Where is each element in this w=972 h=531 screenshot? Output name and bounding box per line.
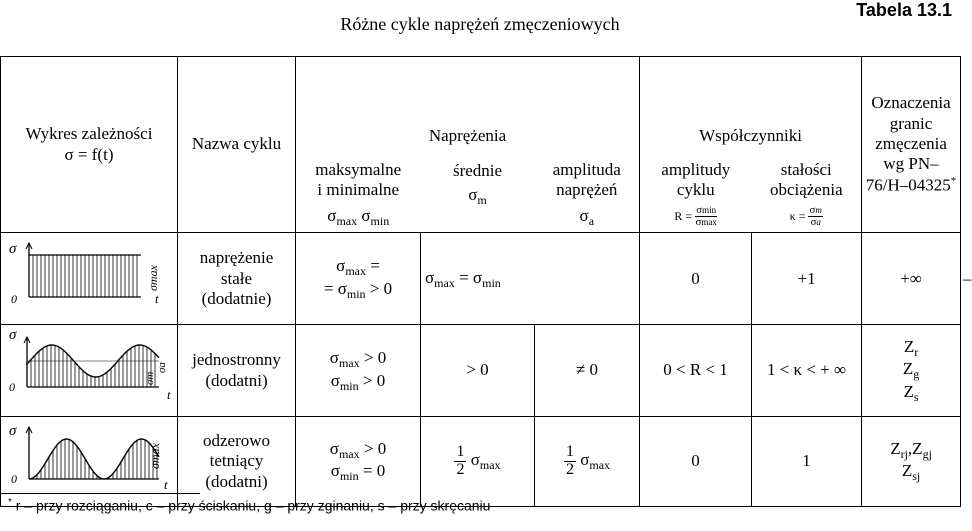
graph-one-sided bbox=[1, 325, 178, 416]
sigma-max-label: σmax bbox=[146, 265, 160, 291]
header-coefficients: Współczynniki bbox=[640, 57, 862, 157]
row3-amplitude: $\frac{1}{2}$ $\sigma_{max}$ bbox=[535, 416, 640, 506]
header-load-coefficient: stałości obciążenia κ = $\frac{\sigma m}{\sigma a}$ bbox=[752, 157, 862, 233]
origin-label: 0 bbox=[9, 380, 15, 395]
sigma-a-label: σa bbox=[156, 362, 168, 374]
sigma-label: σ bbox=[9, 422, 17, 439]
header-limits: Oznaczenia granic zmęczenia wg PN– 76/H–04325* bbox=[862, 57, 961, 233]
row3-mean: $\frac{1}{2}$ $\sigma_{max}$ bbox=[421, 416, 535, 506]
sigma-label: σ bbox=[9, 327, 17, 344]
row3-R: 0 bbox=[640, 416, 752, 506]
header-maxmin: maksymalne i minimalne $\sigma_{max}$ $\sigma_{min}$ bbox=[296, 157, 421, 233]
row3-maxmin: $\sigma_{max} > 0$ $\sigma_{min} = 0$ bbox=[296, 416, 421, 506]
stress-curve bbox=[29, 439, 159, 479]
origin-label: 0 bbox=[11, 292, 17, 306]
row1-maxmin: $\sigma_{max}$ = = $\sigma_{min} > 0$ bbox=[296, 233, 421, 325]
sigma-label: σ bbox=[9, 241, 17, 257]
header-amplitude-coefficient: amplitudy cyklu R = σmin σmax bbox=[640, 157, 752, 233]
t-label: t bbox=[167, 387, 171, 403]
t-label: t bbox=[155, 291, 159, 306]
row2-mean: > 0 bbox=[421, 325, 535, 416]
row2-maxmin: $\sigma_{max} > 0$ $\sigma_{min} > 0$ bbox=[296, 325, 421, 416]
row1-kappa: +∞ bbox=[862, 233, 961, 325]
t-label: t bbox=[164, 476, 168, 492]
row2-name: jednostronny (dodatni) bbox=[178, 325, 296, 416]
row1-name: naprężenie stałe (dodatnie) bbox=[178, 233, 296, 325]
footnote: * r – przy rozciąganiu, c – przy ściskaniu, g – przy zginaniu, s – przy skręcaniu bbox=[8, 497, 491, 514]
row1-R: +1 bbox=[752, 233, 862, 325]
table-number: Tabela 13.1 bbox=[856, 0, 952, 20]
row2-kappa: 1 < κ < + ∞ bbox=[752, 325, 862, 416]
sigma-m-label: σm bbox=[144, 372, 156, 386]
row3-limits: $Z_{rj},Z_{gj}$ $Z_{sj}$ bbox=[862, 416, 961, 506]
row1-amplitude: 0 bbox=[640, 233, 752, 325]
header-graph: Wykres zależności σ = f(t) bbox=[1, 57, 178, 233]
row1-mean: $\sigma_{max} = \sigma_{min}$ bbox=[421, 233, 640, 325]
header-stresses: Naprężenia bbox=[296, 57, 640, 157]
sigma-max-label: σmax bbox=[148, 442, 162, 469]
row3-name: odzerowo tetniący (dodatni) bbox=[178, 416, 296, 506]
row2-limits: $Z_r$ $Z_g$ $Z_s$ bbox=[862, 325, 961, 416]
header-mean: średnie $\sigma_m$ bbox=[421, 157, 535, 233]
footnote-rule bbox=[0, 493, 200, 494]
table-row: σ 0 t σmax naprężenie stałe (dodatnie) $\sigma_{max}$ = = $\sigma_{min} > 0$ $\sigma_{max} = \sigma_{min}$ 0 +1 +∞ – bbox=[1, 233, 961, 325]
row3-kappa: 1 bbox=[752, 416, 862, 506]
fatigue-table bbox=[0, 56, 972, 507]
header-name: Nazwa cyklu bbox=[178, 57, 296, 233]
graph-constant bbox=[1, 233, 178, 325]
row2-R: 0 < R < 1 bbox=[640, 325, 752, 416]
page-title: Różne cykle naprężeń zmęczeniowych bbox=[340, 14, 620, 34]
table-row bbox=[1, 325, 961, 416]
row2-amplitude: ≠ 0 bbox=[535, 325, 640, 416]
origin-label: 0 bbox=[11, 471, 17, 486]
header-amplitude: amplituda naprężeń $\sigma_a$ bbox=[535, 157, 640, 233]
